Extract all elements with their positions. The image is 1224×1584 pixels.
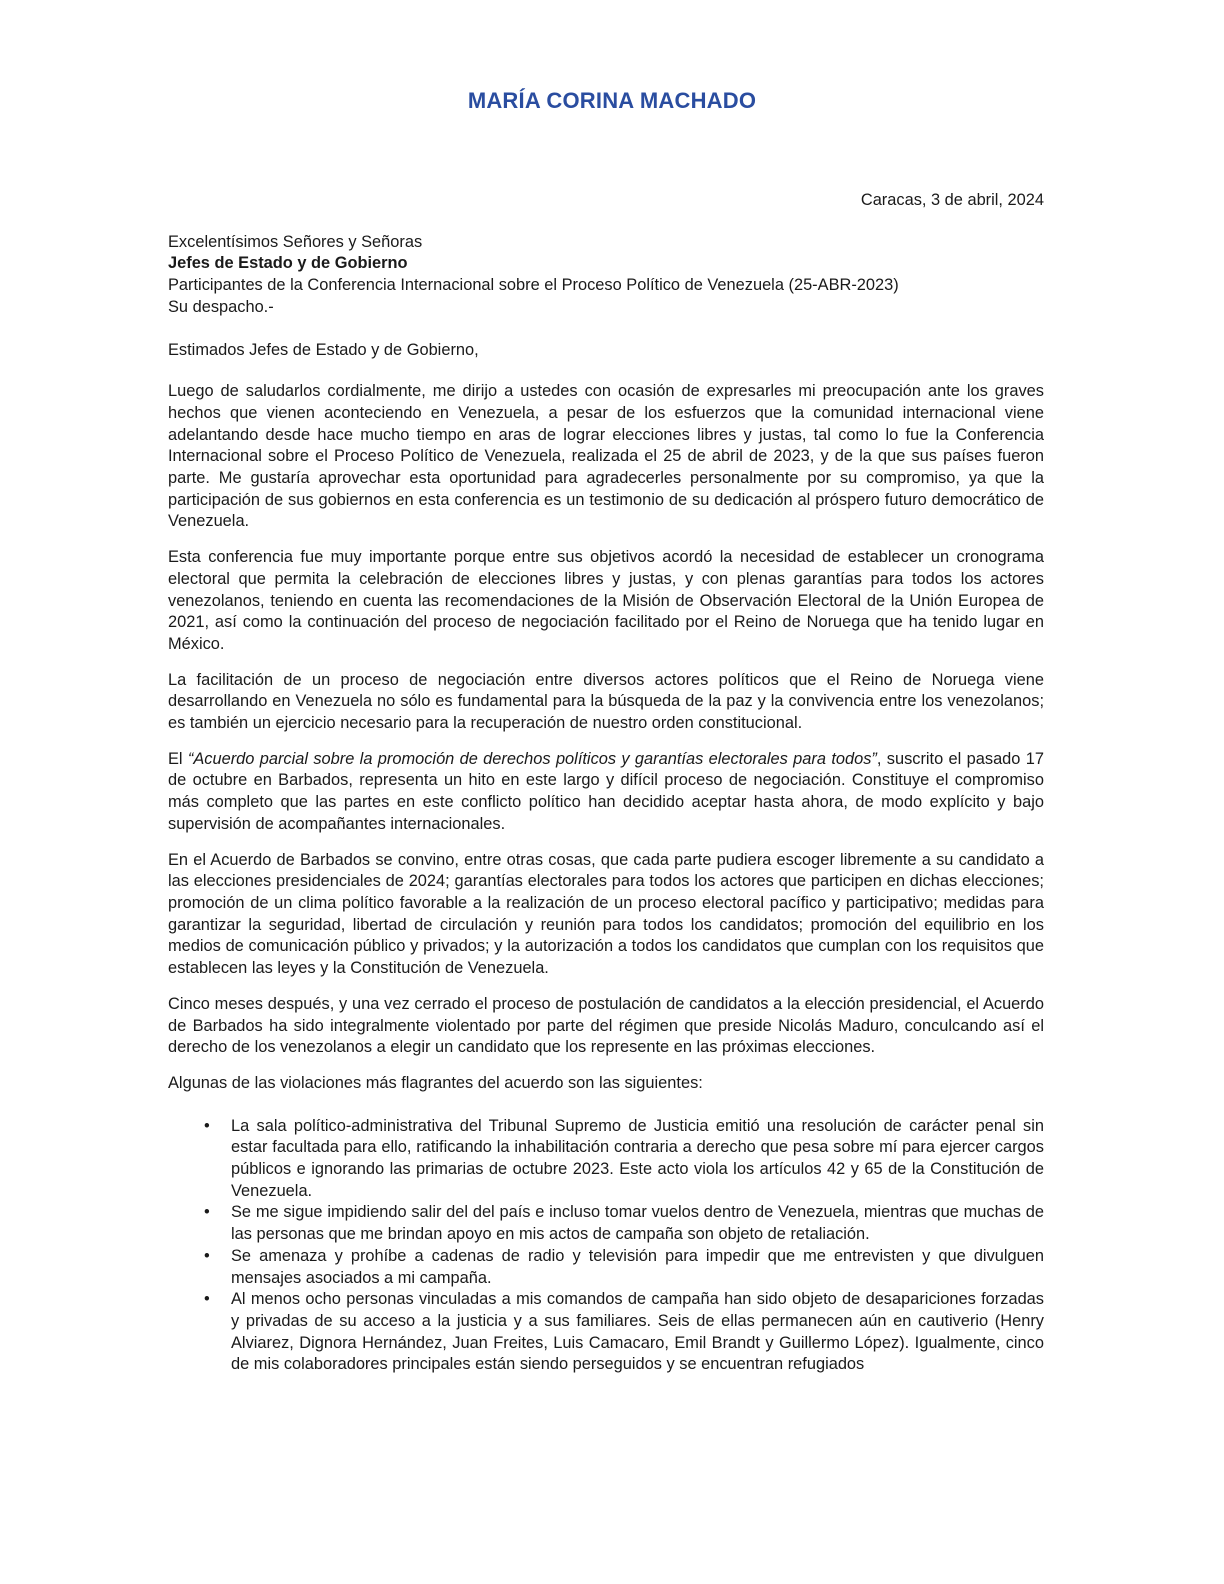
paragraph-negotiation: La facilitación de un proceso de negociación entre diversos actores políticos que el Reino de Noruega viene desarrollando en Venezuela no sólo es fundamental para la búsqueda de la paz y la convivencia entre los venezolanos; es también un ejercicio necesario para la recuperación de nuestro orden constitucional. xyxy=(168,670,1044,733)
address-line-despacho: Su despacho.- xyxy=(168,297,274,316)
paragraph-barbados-suffix: , suscrito el pasado 17 de octubre en Barbados, representa un hito en este largo y difícil proceso de negociación. Constituye el compromiso más completo que las partes en este conflicto político han decidido aceptar hasta ahora, de modo explícito y bajo supervisión de acompañantes internacionales. xyxy=(168,749,1044,833)
paragraph-agreement-terms: En el Acuerdo de Barbados se convino, entre otras cosas, que cada parte pudiera escoger libremente a su candidato a las elecciones presidenciales de 2024; garantías electorales para todos los actores que participen en dichas elecciones; promoción de un clima político favorable a la realización de un proceso electoral pacífico y participativo; medidas para garantizar la seguridad, libertad de circulación y reunión para todos los candidatos; promoción del equilibrio en los medios de comunicación público y privados; y la autorización a todos los candidatos que cumplan con los requisitos que establecen las leyes y la Constitución de Venezuela. xyxy=(168,850,1044,978)
recipient-address xyxy=(168,232,1044,319)
bullet-icon: • xyxy=(204,1203,210,1222)
list-item-text: Se me sigue impidiendo salir del del país e incluso tomar vuelos dentro de Venezuela, mientras que muchas de las personas que me brindan apoyo en mis actos de campaña son objeto de retaliación. xyxy=(231,1203,1044,1244)
violations-list xyxy=(168,1116,1044,1376)
paragraph-violations-intro: Algunas de las violaciones más flagrantes del acuerdo son las siguientes: xyxy=(168,1073,703,1092)
paragraph-barbados-prefix: El xyxy=(168,749,188,768)
paragraph-conference: Esta conferencia fue muy importante porque entre sus objetivos acordó la necesidad de establecer un cronograma electoral que permita la celebración de elecciones libres y justas, y con plenas garantías para todos los actores venezolanos, teniendo en cuenta las recomendaciones de la Misión de Observación Electoral de la Unión Europea de 2021, así como la continuación del proceso de negociación facilitado por el Reino de Noruega que ha tenido lugar en México. xyxy=(168,548,1044,653)
salutation: Estimados Jefes de Estado y de Gobierno, xyxy=(168,340,479,359)
list-item xyxy=(168,1202,1044,1245)
address-line-honorific: Excelentísimos Señores y Señoras xyxy=(168,232,423,251)
paragraph-greeting: Luego de saludarlos cordialmente, me dirijo a ustedes con ocasión de expresarles mi preocupación ante los graves hechos que vienen aconteciendo en Venezuela, a pesar de los esfuerzos que la comunidad internacional viene adelantando desde hace mucho tiempo en aras de lograr elecciones libres y justas, tal como lo fue la Conferencia Internacional sobre el Proceso Político de Venezuela, realizada el 25 de abril de 2023, y de la que sus países fueron parte. Me gustaría aprovechar esta oportunidad para agradecerles personalmente por su compromiso, ya que la participación de sus gobiernos en esta conferencia es un testimonio de su dedicación al próspero futuro democrático de Venezuela. xyxy=(168,382,1044,531)
address-line-recipients: Jefes de Estado y de Gobierno xyxy=(168,254,408,273)
list-item xyxy=(168,1246,1044,1289)
bullet-icon: • xyxy=(204,1116,210,1135)
letter-body xyxy=(168,190,1044,1376)
list-item-text: Al menos ocho personas vinculadas a mis comandos de campaña han sido objeto de desapariciones forzadas y privadas de su acceso a la justicia y a sus familiares. Seis de ellas permanecen aún en cautiverio (Henry Alviarez, Dignora Hernández, Juan Freites, Luis Camacaro, Emil Brandt y Guillermo López). Igualmente, cinco de mis colaboradores principales están siendo perseguidos y se encuentran refugiados xyxy=(231,1290,1044,1374)
bullet-icon: • xyxy=(204,1246,210,1265)
address-line-participants: Participantes de la Conferencia Internacional sobre el Proceso Político de Venezuela (25-ABR-2023) xyxy=(168,276,899,295)
letterhead-name: MARÍA CORINA MACHADO xyxy=(467,88,757,113)
agreement-title: “Acuerdo parcial sobre la promoción de derechos políticos y garantías electorales para todos” xyxy=(187,749,877,768)
list-item-text: Se amenaza y prohíbe a cadenas de radio y televisión para impedir que me entrevisten y que divulguen mensajes asociados a mi campaña. xyxy=(231,1246,1044,1287)
paragraph-violation: Cinco meses después, y una vez cerrado el proceso de postulación de candidatos a la elección presidencial, el Acuerdo de Barbados ha sido integralmente violentado por parte del régimen que preside Nicolás Maduro, conculcando así el derecho de los venezolanos a elegir un candidato que los represente en las próximas elecciones. xyxy=(168,994,1044,1057)
letter-date: Caracas, 3 de abril, 2024 xyxy=(860,191,1044,209)
list-item-text: La sala político-administrativa del Tribunal Supremo de Justicia emitió una resolución de carácter penal sin estar facultada para ello, ratificando la inhabilitación contraria a derecho que pesa sobre mí para ejercer cargos públicos e ignorando las primarias de octubre 2023. Este acto viola los artículos 42 y 65 de la Constitución de Venezuela. xyxy=(231,1116,1044,1200)
bullet-icon: • xyxy=(204,1290,210,1309)
list-item xyxy=(168,1116,1044,1203)
list-item xyxy=(168,1289,1044,1376)
paragraph-barbados-agreement xyxy=(168,749,1044,836)
